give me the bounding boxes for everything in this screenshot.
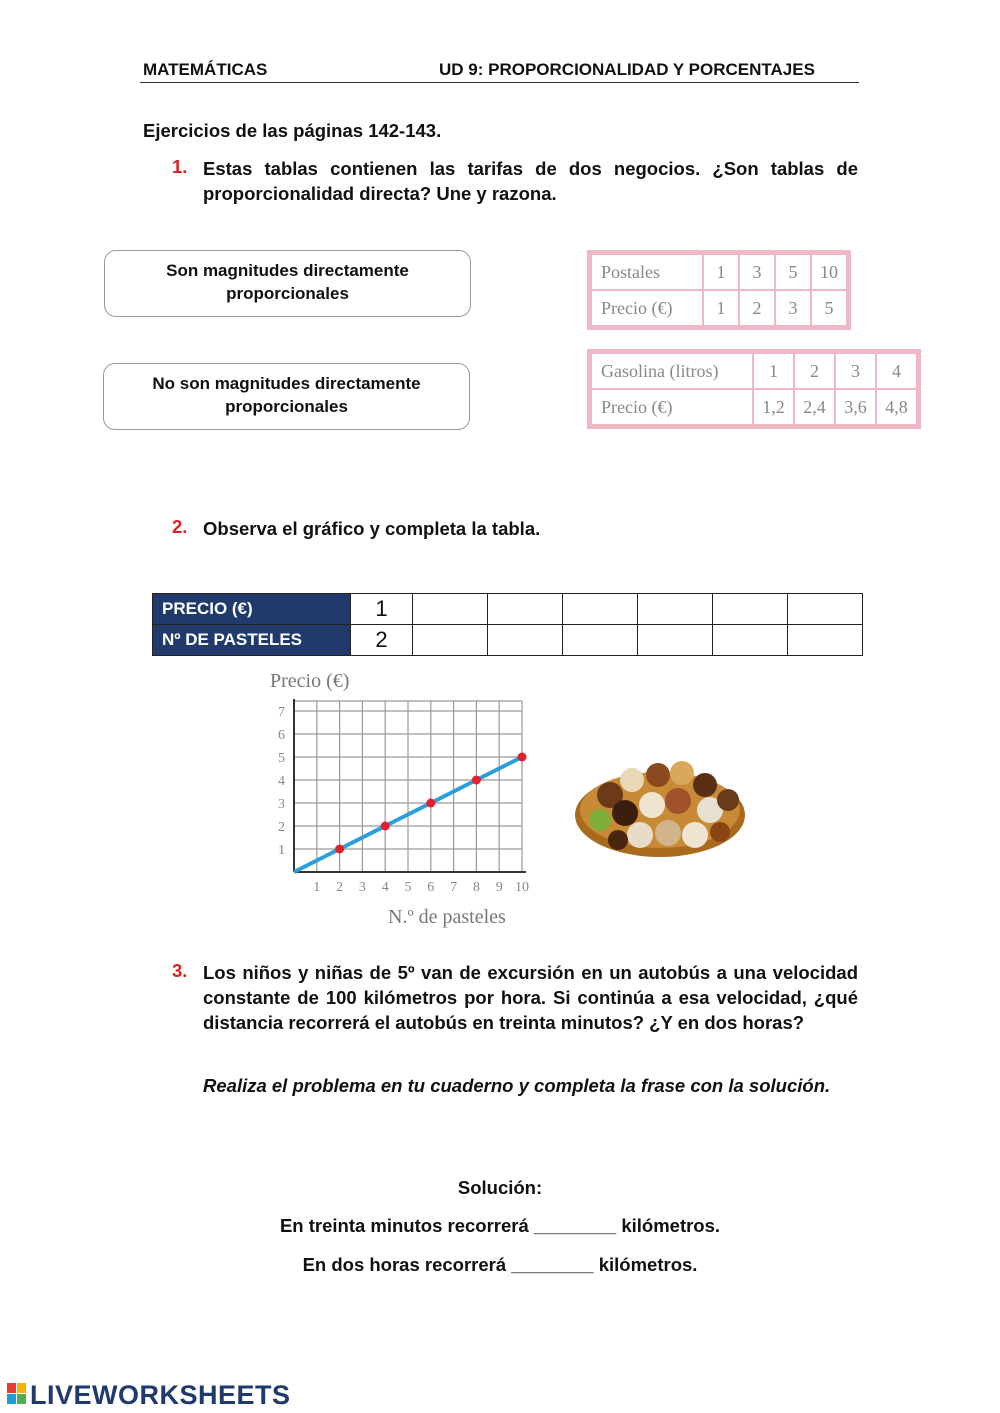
cell: 3 bbox=[775, 290, 811, 326]
ex2-number: 2. bbox=[172, 516, 188, 537]
answer-cell[interactable] bbox=[638, 625, 713, 656]
data-point bbox=[518, 753, 527, 762]
subject-title: MATEMÁTICAS bbox=[143, 60, 268, 79]
answer-cell[interactable] bbox=[788, 625, 863, 656]
cell: 2,4 bbox=[794, 389, 835, 425]
cell: 1,2 bbox=[753, 389, 794, 425]
x-tick-label: 7 bbox=[450, 880, 458, 895]
cell: 2 bbox=[351, 625, 413, 656]
data-point bbox=[472, 776, 481, 785]
header-divider bbox=[140, 82, 859, 83]
unit-title: UD 9: PROPORCIONALIDAD Y PORCENTAJES bbox=[439, 60, 815, 79]
price-chart bbox=[260, 662, 550, 932]
ex1-number: 1. bbox=[172, 156, 188, 177]
liveworksheets-brand: LIVEWORKSHEETS bbox=[30, 1380, 291, 1410]
answer-cell[interactable] bbox=[638, 594, 713, 625]
data-point bbox=[335, 845, 344, 854]
cell: 4,8 bbox=[876, 389, 917, 425]
table-row bbox=[591, 353, 917, 389]
answer-cell[interactable] bbox=[563, 594, 638, 625]
row-label: Nº DE PASTELES bbox=[153, 625, 351, 656]
table-row bbox=[153, 625, 863, 656]
liveworksheets-logo-icon bbox=[7, 1383, 27, 1405]
table-row bbox=[591, 389, 917, 425]
intro-text: Ejercicios de las páginas 142-143. bbox=[143, 120, 442, 141]
cell: 1 bbox=[703, 290, 739, 326]
answer-cell[interactable] bbox=[563, 625, 638, 656]
row-label: Gasolina (litros) bbox=[591, 353, 753, 389]
x-tick-label: 9 bbox=[495, 880, 503, 895]
data-point bbox=[381, 822, 390, 831]
cell: 1 bbox=[703, 254, 739, 290]
x-tick-label: 1 bbox=[313, 880, 321, 895]
answer-cell[interactable] bbox=[488, 625, 563, 656]
x-tick-label: 8 bbox=[472, 880, 480, 895]
x-tick-label: 3 bbox=[358, 880, 366, 895]
y-tick-label: 5 bbox=[278, 751, 285, 766]
ex3-text: Los niños y niñas de 5º van de excursión en un autobús a una velocidad constante de 100 kilómetros por hora. Si continúa a esa velocidad, ¿qué distancia recorrerá el autobús en treinta minutos? ¿Y en dos horas? bbox=[203, 962, 858, 1033]
option-not-proportional[interactable]: No son magnitudes directamente proporcionales bbox=[103, 363, 470, 430]
pasteles-table bbox=[152, 593, 863, 656]
row-label: Precio (€) bbox=[591, 290, 703, 326]
cell: 5 bbox=[811, 290, 847, 326]
y-tick-label: 6 bbox=[278, 728, 285, 743]
solution-line-2[interactable]: En dos horas recorrerá ________ kilómetros. bbox=[302, 1254, 698, 1275]
cell: 4 bbox=[876, 353, 917, 389]
ex1-text: Estas tablas contienen las tarifas de dos negocios. ¿Son tablas de proporcionalidad directa? Une y razona. bbox=[203, 158, 858, 204]
x-tick-label: 5 bbox=[404, 880, 412, 895]
row-label: Postales bbox=[591, 254, 703, 290]
answer-cell[interactable] bbox=[413, 594, 488, 625]
cell: 2 bbox=[794, 353, 835, 389]
cell: 2 bbox=[739, 290, 775, 326]
x-tick-label: 4 bbox=[381, 880, 389, 895]
cell: 1 bbox=[351, 594, 413, 625]
postales-table[interactable] bbox=[590, 253, 848, 327]
table-row bbox=[591, 290, 847, 326]
option-proportional[interactable]: Son magnitudes directamente proporcionales bbox=[104, 250, 471, 317]
row-label: PRECIO (€) bbox=[153, 594, 351, 625]
cell: 1 bbox=[753, 353, 794, 389]
y-tick-label: 4 bbox=[278, 774, 285, 789]
ex3-number: 3. bbox=[172, 960, 188, 981]
cell: 10 bbox=[811, 254, 847, 290]
answer-cell[interactable] bbox=[713, 625, 788, 656]
chart-xlabel: N.º de pasteles bbox=[388, 906, 506, 928]
row-label: Precio (€) bbox=[591, 389, 753, 425]
y-tick-label: 2 bbox=[278, 820, 285, 835]
cell: 3,6 bbox=[835, 389, 876, 425]
solution-line-1[interactable]: En treinta minutos recorrerá ________ kilómetros. bbox=[279, 1215, 721, 1236]
x-tick-label: 10 bbox=[515, 880, 529, 895]
answer-cell[interactable] bbox=[713, 594, 788, 625]
cell: 5 bbox=[775, 254, 811, 290]
cell: 3 bbox=[835, 353, 876, 389]
y-tick-label: 7 bbox=[278, 705, 285, 720]
answer-cell[interactable] bbox=[413, 625, 488, 656]
ex2-text: Observa el gráfico y completa la tabla. bbox=[203, 518, 541, 539]
answer-cell[interactable] bbox=[788, 594, 863, 625]
ex3-instruction: Realiza el problema en tu cuaderno y completa la frase con la solución. bbox=[203, 1075, 831, 1096]
x-tick-label: 6 bbox=[427, 880, 435, 895]
table-row bbox=[591, 254, 847, 290]
y-tick-label: 1 bbox=[278, 843, 285, 858]
table-row bbox=[153, 594, 863, 625]
y-tick-label: 3 bbox=[278, 797, 285, 812]
x-tick-label: 2 bbox=[336, 880, 344, 895]
answer-cell[interactable] bbox=[488, 594, 563, 625]
gasolina-table[interactable] bbox=[590, 352, 918, 426]
solution-label: Solución: bbox=[457, 1177, 543, 1198]
cell: 3 bbox=[739, 254, 775, 290]
chart-title: Precio (€) bbox=[270, 670, 350, 692]
data-point bbox=[426, 799, 435, 808]
pastries-image bbox=[570, 735, 750, 865]
